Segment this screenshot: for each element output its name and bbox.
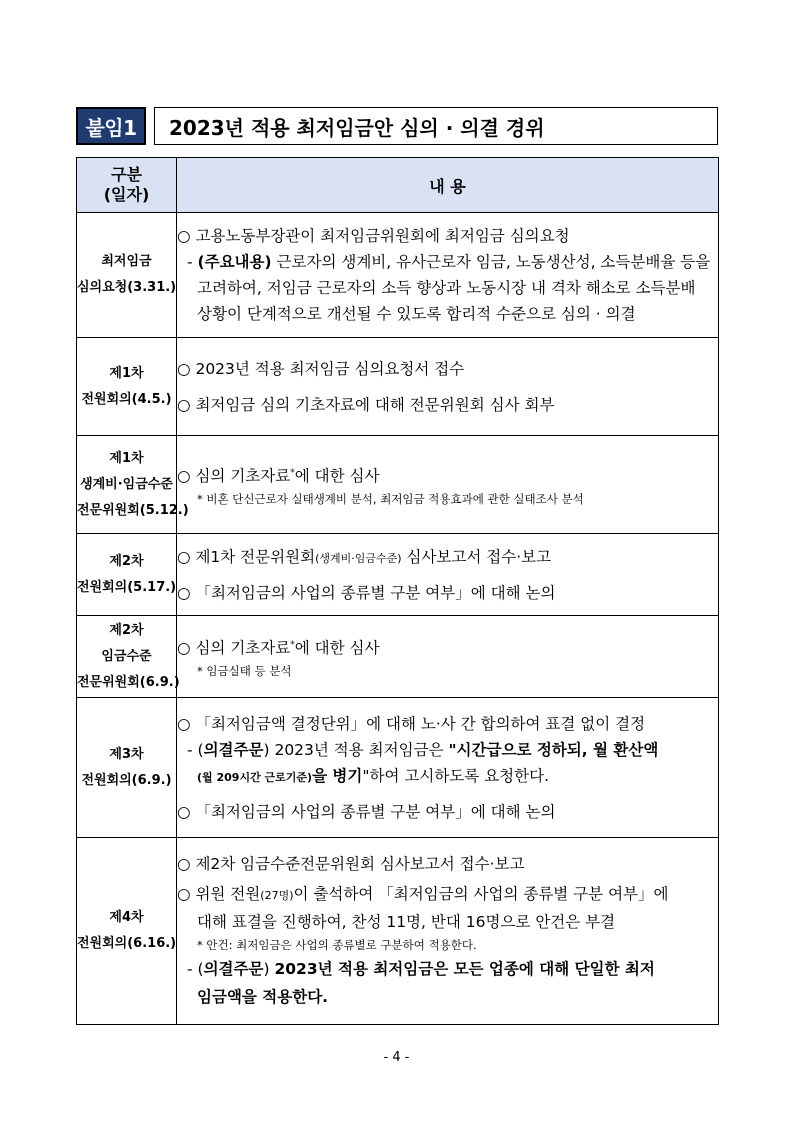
footnote: * 비혼 단신근로자 실태생계비 분석, 최저임금 적용효과에 관한 실태조사 분석 [197,492,584,507]
history-table [76,157,719,1025]
row-label: 최저임금 심의요청(3.31.) [77,213,177,338]
row-content: ○ 제1차 전문위원회(생계비·임금수준) 심사보고서 접수·보고 ○ 「최저임금의 사업의 종류별 구분 여부」에 대해 논의 [177,534,719,616]
table-row [77,534,719,616]
table-row [77,338,719,436]
row-label: 제2차 임금수준 전문위원회(6.9.) [77,616,177,698]
row-label: 제1차 전원회의(4.5.) [77,338,177,436]
row-content: ○ 제2차 임금수준전문위원회 심사보고서 접수·보고 ○ 위원 전원(27명)이 출석하여 「최저임금의 사업의 종류별 구분 여부」에 대해 표결을 진행하여, 찬성 11명, 반대 16명으로 안건은 부결 * 안건: 최저임금은 사업의 종류별로 구분하여 적용한다. - (의결주문) 2023년 적용 최저임금은 모든 업종에 대해 단일한 최저 임금액을 적용한다. [177,838,719,1025]
row-label: 제1차 생계비·임금수준 전문위원회(5.12.) [77,436,177,534]
table-row [77,213,719,338]
page-number: - 4 - [383,1050,410,1065]
row-label: 제4차 전원회의(6.16.) [77,838,177,1025]
table-row [77,698,719,838]
attachment-badge: 붙임1 [76,107,146,145]
table-row [77,616,719,698]
footnote: * 임금실태 등 분석 [197,664,292,679]
row-content: ○ 고용노동부장관이 최저임금위원회에 최저임금 심의요청 - (주요내용) 근로자의 생계비, 유사근로자 임금, 노동생산성, 소득분배율 등을 고려하여, 저임금 근로자의 소득 향상과 노동시장 내 격차 해소로 소득분배 상황이 단계적으로 개선될 수 있도록 합리적 수준으로 심의 · 의결 [177,213,719,338]
column-header-content: 내 용 [177,158,719,213]
row-label: 제3차 전원회의(6.9.) [77,698,177,838]
table-row [77,838,719,1025]
row-content: ○ 「최저임금액 결정단위」에 대해 노·사 간 합의하여 표결 없이 결정 - (의결주문) 2023년 적용 최저임금은 "시간급으로 정하되, 월 환산액 (월 209시간 근로기준)을 병기"하여 고시하도록 요청한다. ○ 「최저임금의 사업의 종류별 구분 여부」에 대해 논의 [177,698,719,838]
row-label: 제2차 전원회의(5.17.) [77,534,177,616]
row-content: ○ 2023년 적용 최저임금 심의요청서 접수 ○ 최저임금 심의 기초자료에 대해 전문위원회 심사 회부 [177,338,719,436]
row-content: ○ 심의 기초자료*에 대한 심사 * 임금실태 등 분석 [177,616,719,698]
title-bar [76,107,718,145]
row-content: ○ 심의 기초자료*에 대한 심사 * 비혼 단신근로자 실태생계비 분석, 최저임금 적용효과에 관한 실태조사 분석 [177,436,719,534]
column-header-category: 구분 (일자) [77,158,177,213]
footnote: * 안건: 최저임금은 사업의 종류별로 구분하여 적용한다. [197,938,477,952]
table-header-row [77,158,719,213]
page-title: 2023년 적용 최저임금안 심의 · 의결 경위 [154,107,718,145]
table-row [77,436,719,534]
